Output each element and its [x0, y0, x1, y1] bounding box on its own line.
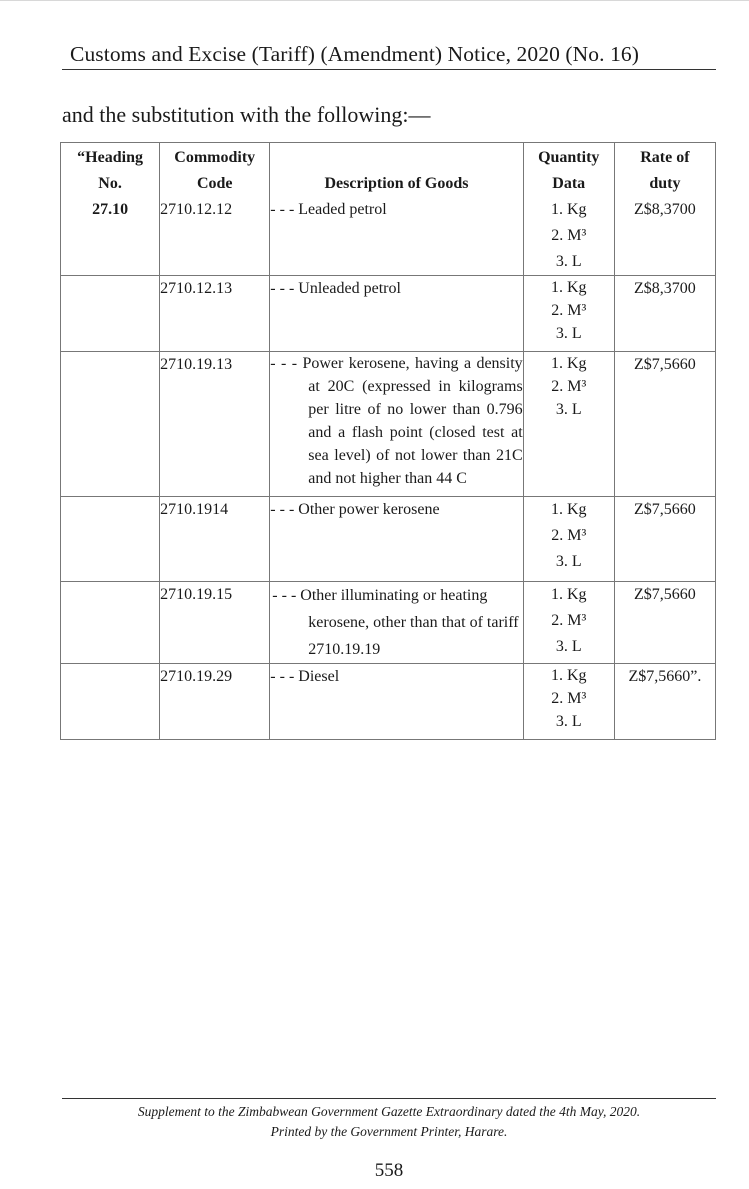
row-quantity: 1. Kg 2. M³ 3. L	[523, 582, 614, 664]
header-heading-no: “Heading No.	[61, 143, 160, 198]
row-rate: Z$7,5660”.	[614, 664, 715, 740]
row-rate: Z$7,5660	[614, 497, 715, 582]
row-commodity-code: 2710.12.13	[160, 276, 270, 352]
table-row	[61, 582, 716, 664]
row-description: - - - Leaded petrol	[270, 197, 523, 276]
row-description: - - - Unleaded petrol	[270, 276, 523, 352]
row-quantity: 1. Kg 2. M³ 3. L	[523, 276, 614, 352]
running-header-title: Customs and Excise (Tariff) (Amendment) Notice, 2020 (No. 16)	[70, 42, 640, 66]
row-description: - - - Power kerosene, having a density at 20C (expressed in kilograms per litre of no lower than 0.796 and a flash point (closed test at sea level) of not lower than 21C and not higher than 44 C	[270, 352, 523, 497]
row-heading-no: 27.10	[61, 197, 160, 276]
row-heading-no	[61, 664, 160, 740]
row-heading-no	[61, 497, 160, 582]
header-rate-of-duty: Rate of duty	[614, 143, 715, 198]
table-row	[61, 664, 716, 740]
row-rate: Z$8,3700	[614, 276, 715, 352]
table-row	[61, 497, 716, 582]
row-quantity: 1. Kg 2. M³ 3. L	[523, 664, 614, 740]
row-commodity-code: 2710.12.12	[160, 197, 270, 276]
row-heading-no	[61, 276, 160, 352]
row-description: - - - Other power kerosene	[270, 497, 523, 582]
row-commodity-code: 2710.19.13	[160, 352, 270, 497]
footer-rule	[62, 1098, 716, 1099]
table-row	[61, 276, 716, 352]
row-rate: Z$7,5660	[614, 352, 715, 497]
row-heading-no	[61, 582, 160, 664]
row-commodity-code: 2710.19.15	[160, 582, 270, 664]
row-commodity-code: 2710.1914	[160, 497, 270, 582]
row-quantity: 1. Kg 2. M³ 3. L	[523, 352, 614, 497]
row-commodity-code: 2710.19.29	[160, 664, 270, 740]
header-commodity-code: Commodity Code	[160, 143, 270, 198]
row-heading-no	[61, 352, 160, 497]
header-description: Description of Goods	[270, 143, 523, 198]
tariff-table	[60, 142, 716, 740]
row-quantity: 1. Kg 2. M³ 3. L	[523, 197, 614, 276]
row-description: - - - Other illuminating or heating kerosene, other than that of tariff 2710.19.19	[270, 582, 523, 664]
header-rule	[62, 69, 716, 70]
row-rate: Z$8,3700	[614, 197, 715, 276]
footer-printer-note: Printed by the Government Printer, Harare.	[270, 1124, 508, 1139]
row-rate: Z$7,5660	[614, 582, 715, 664]
intro-text: and the substitution with the following:—	[62, 102, 431, 127]
page-number: 558	[374, 1160, 404, 1181]
page-top-edge	[0, 0, 749, 1]
row-description: - - - Diesel	[270, 664, 523, 740]
table-row	[61, 352, 716, 497]
table-row	[61, 197, 716, 276]
footer-supplement-note: Supplement to the Zimbabwean Government Gazette Extraordinary dated the 4th May, 2020.	[137, 1104, 641, 1119]
table-header-row	[61, 143, 716, 198]
row-quantity: 1. Kg 2. M³ 3. L	[523, 497, 614, 582]
header-quantity-data: Quantity Data	[523, 143, 614, 198]
